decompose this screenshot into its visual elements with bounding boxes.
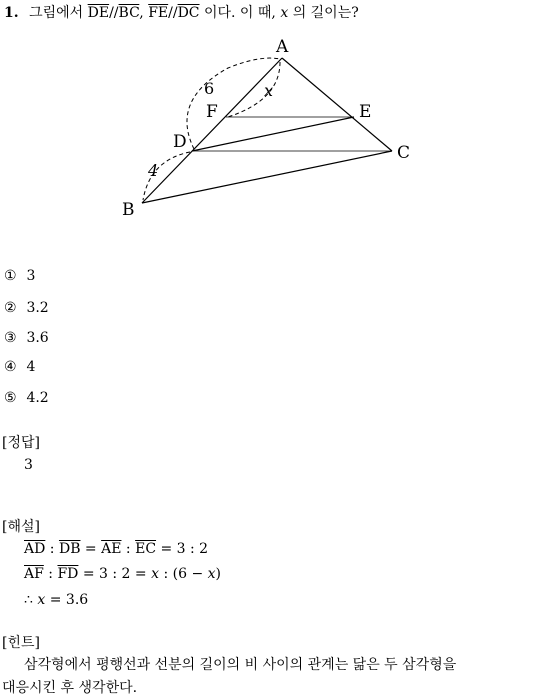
side-bc: [142, 151, 392, 203]
choice-mark: ②: [4, 300, 17, 316]
parallel-symbol: //: [109, 5, 119, 21]
segment-ad: $\overline{AD}$: [24, 541, 46, 557]
label-d: D: [173, 132, 187, 152]
length-6: 6: [204, 79, 215, 98]
question-intro: 그림에서: [29, 5, 84, 21]
choice-value: 4.2: [26, 390, 49, 406]
question-mid: 이다. 이 때,: [203, 5, 276, 21]
variable-x: x: [280, 5, 289, 21]
ratio-value: = 3 : 2: [156, 541, 209, 557]
explanation-label: [해설]: [2, 519, 40, 535]
segment-de-line: [192, 117, 354, 151]
segment-ec: $\overline{EC}$: [135, 541, 157, 557]
variable-x: x: [151, 566, 160, 582]
side-ac: [282, 58, 392, 151]
segment-af: $\overline{AF}$: [24, 566, 44, 582]
hint-line-1: 삼각형에서 평행선과 선분의 길이의 비 사이의 관계는 닮은 두 삼각형을: [24, 657, 457, 673]
choice-mark: ①: [4, 268, 17, 284]
label-c: C: [397, 143, 411, 163]
ratio-sep: :: [43, 566, 58, 582]
question-text: [4, 2, 359, 22]
label-a: A: [276, 37, 289, 57]
question-end: 의 길이는?: [292, 5, 359, 21]
ratio-sep: :: [121, 541, 136, 557]
segment-db: $\overline{DB}$: [58, 541, 81, 557]
hint-label: [힌트]: [2, 635, 40, 651]
answer-label: [정답]: [2, 435, 40, 451]
triangle-figure: [110, 30, 430, 225]
segment-bc: $\overline{BC}$: [118, 5, 140, 21]
length-4: 4: [148, 161, 159, 180]
choice-value: 3.6: [26, 330, 49, 346]
choice-mark: ⑤: [4, 390, 17, 406]
explanation-line-1: [24, 541, 208, 557]
segment-fd: $\overline{FD}$: [57, 566, 79, 582]
variable-x: x: [37, 592, 46, 608]
choice-value: 3.2: [26, 300, 49, 316]
explanation-line-3: [24, 592, 88, 608]
label-e: E: [359, 102, 372, 122]
answer-value: 3: [24, 457, 33, 473]
choice-value: 4: [26, 359, 36, 375]
label-f: F: [206, 102, 218, 122]
variable-x: x: [207, 566, 216, 582]
therefore-symbol: ∴: [24, 592, 33, 608]
hint-line-2: 대응시킨 후 생각한다.: [2, 680, 138, 696]
result-value: = 3.6: [45, 592, 89, 608]
label-b: B: [122, 200, 135, 220]
choice-3[interactable]: [4, 330, 49, 346]
choice-value: 3: [26, 268, 36, 284]
choice-2[interactable]: [4, 300, 49, 316]
choice-mark: ③: [4, 330, 17, 346]
ratio-sep: :: [45, 541, 59, 557]
question-number: 1.: [4, 5, 19, 21]
paren-close: ): [215, 566, 222, 582]
choice-5[interactable]: [4, 390, 49, 406]
parallel-symbol: //: [168, 5, 178, 21]
segment-ae: $\overline{AE}$: [101, 541, 122, 557]
choice-1[interactable]: [4, 268, 35, 284]
choice-4[interactable]: [4, 359, 35, 375]
length-x: x: [264, 81, 274, 100]
ratio-mid: : (6 −: [159, 566, 208, 582]
equals: =: [80, 541, 102, 557]
explanation-line-2: [24, 566, 221, 582]
segment-dc: $\overline{DC}$: [177, 5, 200, 21]
segment-fe: $\overline{FE}$: [148, 5, 169, 21]
choice-mark: ④: [4, 359, 17, 375]
comma: ,: [139, 5, 144, 21]
segment-de: $\overline{DE}$: [87, 5, 110, 21]
ratio-value: = 3 : 2 =: [78, 566, 152, 582]
